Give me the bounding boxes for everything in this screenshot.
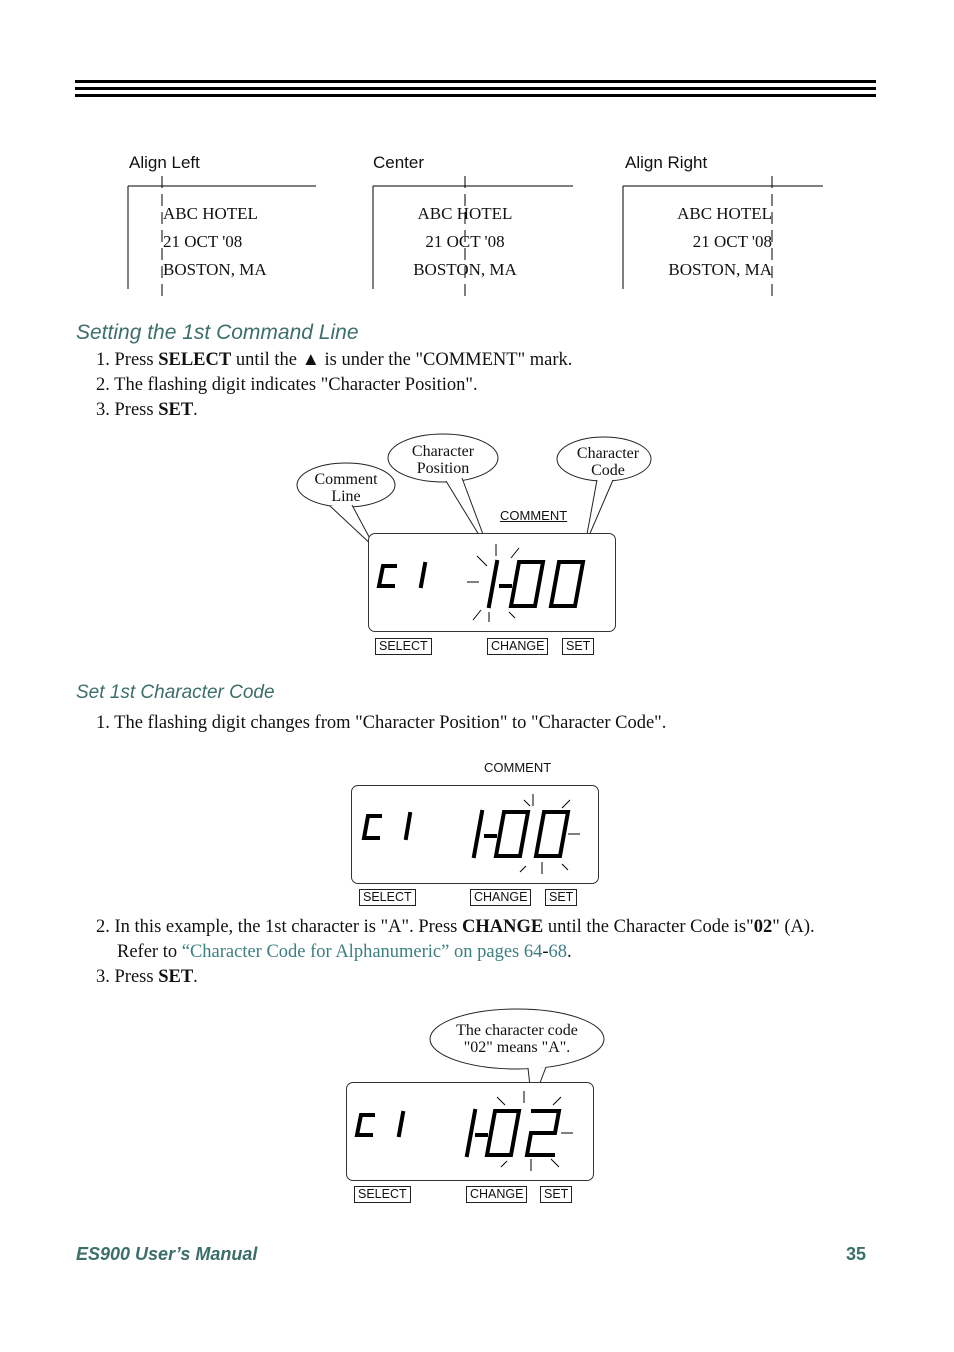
- sample-line: BOSTON, MA: [413, 260, 517, 279]
- select-button[interactable]: SELECT: [354, 1186, 411, 1203]
- sample-line: 21 OCT '08: [425, 232, 505, 251]
- callout-character-code: Character Code: [576, 445, 640, 479]
- select-button[interactable]: SELECT: [359, 889, 416, 906]
- step-1-char-code: 1. The flashing digit changes from "Character Position" to "Character Code".: [96, 713, 667, 733]
- set-button[interactable]: SET: [562, 638, 594, 655]
- align-center-label: Center: [373, 153, 425, 172]
- change-button[interactable]: CHANGE: [487, 638, 548, 655]
- step-2: 2. The flashing digit indicates "Character Position".: [96, 375, 478, 395]
- change-button[interactable]: CHANGE: [470, 889, 531, 906]
- sample-line: BOSTON, MA: [668, 260, 772, 279]
- sample-line: ABC HOTEL: [677, 204, 772, 223]
- callout-comment-line: Comment Line: [314, 471, 378, 505]
- sample-line: ABC HOTEL: [163, 204, 258, 223]
- comment-mark: COMMENT: [484, 760, 552, 775]
- step-3: 3. Press SET.: [96, 400, 198, 420]
- reference-link[interactable]: “Character Code for Alphanumeric” on pages 64: [181, 942, 543, 962]
- callout-character-position: Character Position: [411, 443, 475, 477]
- step-1: 1. Press SELECT until the ▲ is under the "COMMENT" mark.: [96, 350, 573, 370]
- comment-mark: COMMENT: [500, 508, 568, 523]
- footer-title: ES900 User’s Manual: [76, 1244, 258, 1264]
- set-button[interactable]: SET: [540, 1186, 572, 1203]
- step-2-reference: Refer to “Character Code for Alphanumeric” on pages 64-68.: [117, 942, 572, 962]
- sample-line: 21 OCT '08: [692, 232, 772, 251]
- sample-line: ABC HOTEL: [417, 204, 513, 223]
- set-button[interactable]: SET: [545, 889, 577, 906]
- section-heading-set-1st-character-code: Set 1st Character Code: [76, 682, 275, 703]
- lcd-segments: [347, 1083, 593, 1180]
- change-button[interactable]: CHANGE: [466, 1186, 527, 1203]
- section-heading-1st-command-line: Setting the 1st Command Line: [76, 321, 359, 344]
- step-2-char-code: 2. In this example, the 1st character is "A". Press CHANGE until the Character Code is"02" (A).: [96, 917, 815, 937]
- select-button[interactable]: SELECT: [375, 638, 432, 655]
- sample-line: BOSTON, MA: [163, 260, 267, 279]
- page-number: 35: [846, 1244, 867, 1264]
- align-left-label: Align Left: [129, 153, 200, 172]
- step-3-char-code: 3. Press SET.: [96, 967, 198, 987]
- callout-character-code-meaning: The character code "02" means "A".: [456, 1022, 578, 1056]
- lcd-display: [346, 1082, 594, 1181]
- align-right-label: Align Right: [625, 153, 708, 172]
- reference-link-page[interactable]: 68: [548, 942, 568, 962]
- sample-line: 21 OCT '08: [163, 232, 243, 251]
